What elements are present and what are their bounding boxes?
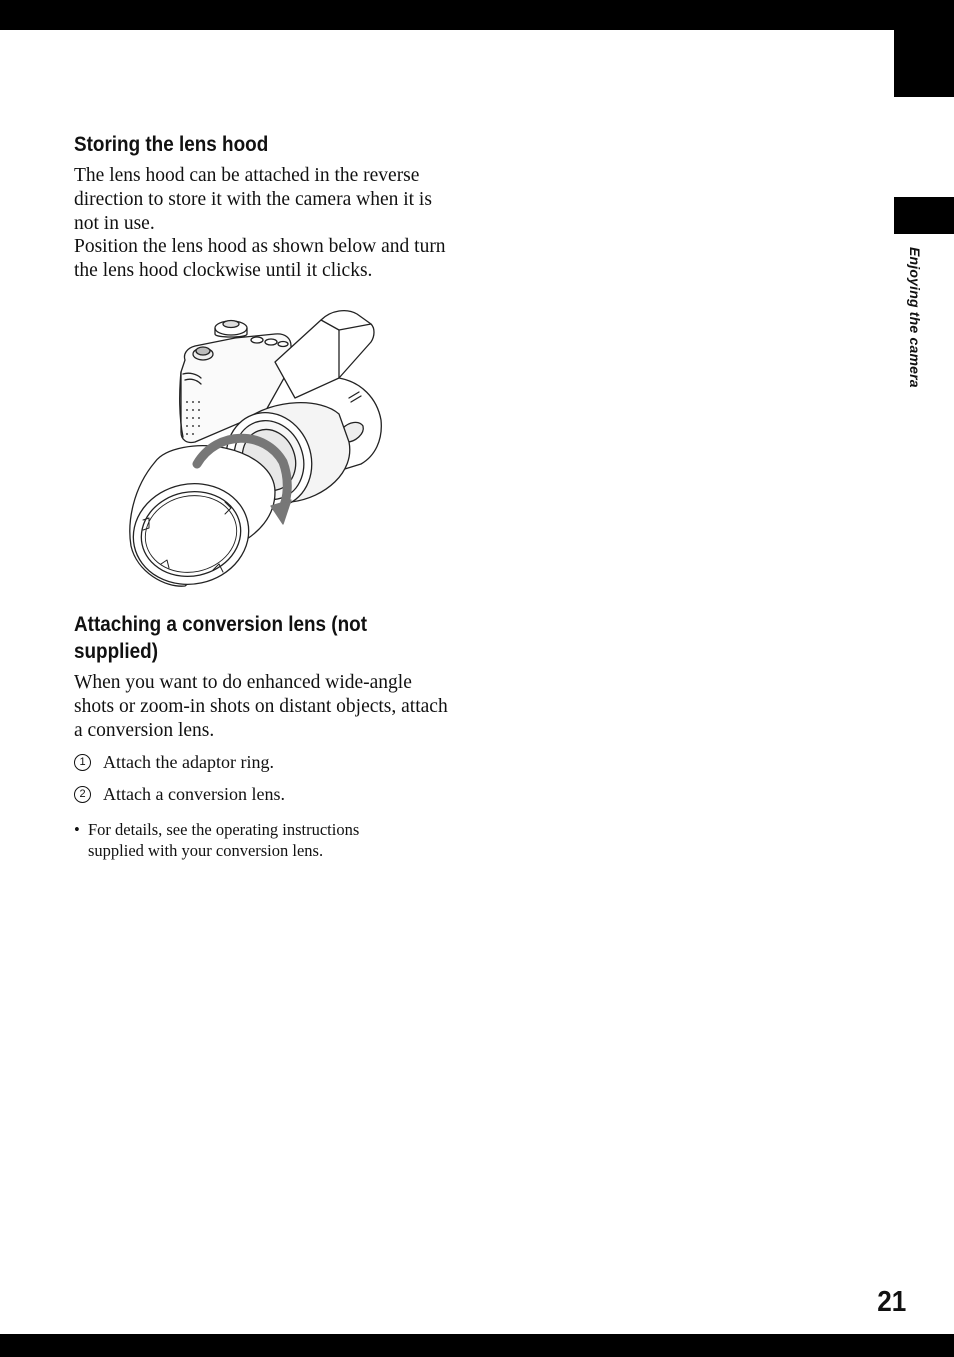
page-number: 21 bbox=[876, 1286, 906, 1318]
top-edge-tab bbox=[894, 30, 954, 97]
note-item bbox=[74, 819, 414, 861]
section-heading-lens-hood: Storing the lens hood bbox=[74, 133, 269, 156]
bullet-icon: • bbox=[74, 820, 80, 839]
step-item-2 bbox=[74, 783, 285, 805]
step-text-1: Attach the adaptor ring. bbox=[103, 752, 274, 772]
step-number-1-icon: 1 bbox=[74, 754, 91, 771]
note-text: For details, see the operating instructions supplied with your conversion lens. bbox=[88, 820, 360, 860]
bottom-bar bbox=[0, 1334, 954, 1357]
chapter-tab bbox=[894, 197, 954, 234]
lens-hood-paragraph-2: Position the lens hood as shown below and turn the lens hood clockwise until it clicks. bbox=[74, 236, 446, 281]
lens-hood-paragraph-1: The lens hood can be attached in the reverse direction to store it with the camera when it is not in use. bbox=[74, 165, 432, 234]
step-text-2: Attach a conversion lens. bbox=[103, 784, 285, 804]
chapter-label: Enjoying the camera bbox=[907, 247, 923, 388]
step-number-2-icon: 2 bbox=[74, 786, 91, 803]
top-bar bbox=[0, 0, 954, 30]
section-heading-conversion-lens: Attaching a conversion lens (not supplied) bbox=[74, 613, 367, 663]
camera-icon bbox=[125, 302, 387, 588]
camera-lens-hood-illustration bbox=[125, 302, 387, 588]
conversion-lens-paragraph: When you want to do enhanced wide-angle shots or zoom-in shots on distant objects, attach a conversion lens. bbox=[74, 672, 448, 741]
step-item-1 bbox=[74, 751, 274, 773]
